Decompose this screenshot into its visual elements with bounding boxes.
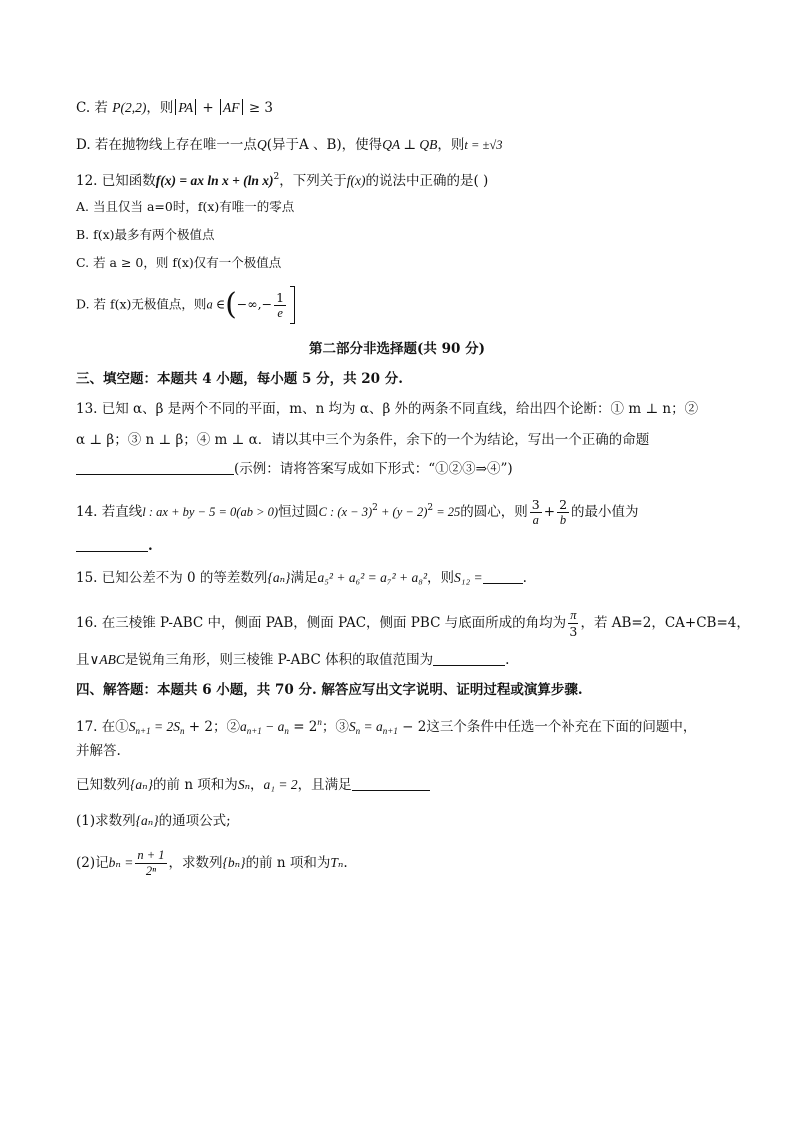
sequence-bn: {bₙ} (222, 855, 246, 870)
q15 (76, 569, 527, 587)
circle-eq-part2: + (y − 2) (377, 505, 428, 519)
subscript: n (179, 726, 185, 736)
a-in: a ∈ (206, 297, 226, 312)
frac-num: 1 (276, 289, 285, 305)
t-value: t = ±√3 (464, 138, 503, 152)
cond2-part3: = 2 (288, 719, 318, 735)
q16-text-2: ，若 AB=2，CA+CB=4， (580, 615, 750, 631)
q15-text: 15. 已知公差不为 0 的等差数列 (76, 570, 268, 586)
cond3-part2: = a (360, 719, 383, 734)
circle-eq-part3: = 25 (433, 505, 461, 519)
q13-line2: α ⊥ β；③ n ⊥ β；④ m ⊥ α．请以其中三个为条件，余下的一个为结论，写出一个正确的命题 (76, 432, 650, 448)
q17-line2: 并解答. (76, 743, 121, 759)
interval-left: −∞,− (236, 296, 273, 312)
point-p: P (112, 100, 121, 115)
geq-three: ≥ 3 (244, 100, 274, 116)
plus-sign: + (543, 504, 556, 520)
abs-bar (242, 99, 243, 115)
q12-stem-text-3: 的说法中正确的是( ) (365, 173, 489, 189)
comma: ， (250, 777, 264, 793)
q17-line3 (76, 776, 430, 794)
q17-text-5: ，且满足 (297, 777, 352, 793)
plus-sign: + (198, 100, 219, 116)
q14-line1 (76, 491, 639, 529)
q11-option-d (76, 136, 503, 154)
section3-title: 三、填空题：本题共 4 小题，每小题 5 分，共 20 分. (76, 371, 403, 387)
cond2-a: a (239, 719, 247, 734)
frac-num: π (570, 608, 577, 622)
end-period: . (343, 855, 348, 871)
right-bracket (290, 286, 295, 324)
q14-text-4: 的最小值为 (571, 504, 639, 520)
fraction-pi-over-3 (568, 608, 578, 639)
subscript: n (284, 726, 289, 736)
frac-den: 2ⁿ (145, 864, 157, 878)
part2-text: (2)记 (76, 855, 109, 871)
frac-den: b (559, 513, 567, 527)
answer-blank[interactable] (483, 583, 523, 584)
q14-text-3: 的圆心，则 (460, 504, 528, 520)
perp-condition: QA ⊥ QB (382, 137, 438, 152)
cond2-part2: − a (261, 719, 285, 734)
fraction-2-over-b (557, 497, 569, 528)
subscript: n+1 (382, 726, 398, 736)
sequence-equation: a₅² + a₆² = a₇² + a₈² (317, 570, 428, 585)
exponent: 2 (372, 503, 378, 513)
end-period: . (148, 538, 153, 554)
exponent: 2 (273, 172, 280, 182)
end-period: . (522, 570, 527, 586)
q16-text-3: 且 (76, 652, 90, 668)
sum-sn: Sₙ (237, 777, 251, 792)
subscript: n+1 (246, 726, 262, 736)
q12-option-c: C. 若 a ≥ 0，则 f(x)仅有一个极值点 (76, 255, 282, 270)
option-d-text: D. 若在抛物线上存在唯一一点 (76, 137, 257, 153)
sequence-an: {aₙ} (267, 570, 291, 585)
sequence-an: {aₙ} (130, 777, 154, 792)
abs-bar (220, 99, 221, 115)
frac-num: 2 (559, 497, 568, 512)
part1-text: (1)求数列 (76, 813, 136, 829)
s12: S₁₂ = (454, 570, 483, 585)
q17-text-4: 的前 n 项和为 (153, 777, 238, 793)
q12-stem-text-2: ，下列关于 (279, 173, 347, 189)
q14-text-2: 恒过圆 (278, 504, 319, 520)
sum-tn: Tₙ (330, 855, 344, 870)
cond1-part3: + 2 (184, 719, 213, 735)
abs-bar (195, 99, 196, 115)
subscript: n+1 (135, 726, 151, 736)
q16-line2 (76, 651, 509, 669)
section4-title: 四、解答题：本题共 6 小题，共 70 分. 解答应写出文字说明、证明过程或演算步骤. (76, 682, 583, 698)
a1-value: a₁ = 2 (263, 777, 298, 792)
q16-line1 (76, 606, 750, 640)
cond1-s: S (128, 719, 136, 734)
q15-text-2: 满足 (290, 570, 318, 586)
sequence-an: {aₙ} (135, 813, 159, 828)
q12-stem-text: 12. 已知函数 (76, 173, 156, 189)
q14-line2 (76, 537, 153, 555)
q17-text-3: 已知数列 (76, 777, 130, 793)
fraction-one-over-e (274, 290, 286, 321)
frac-num: n + 1 (137, 848, 165, 862)
q16-text: 16. 在三棱锥 P-ABC 中，侧面 PAB，侧面 PAC，侧面 PBC 与底面所成的角均为 (76, 615, 567, 631)
fraction-3-over-a (530, 497, 542, 528)
q17-part1 (76, 812, 231, 830)
abs-bar (175, 99, 176, 115)
answer-blank[interactable] (76, 474, 234, 475)
triangle-abc: ∨ABC (89, 652, 125, 667)
superscript: n (317, 717, 322, 727)
frac-den: e (277, 305, 283, 320)
q13-example: (示例：请将答案写成如下形式：“①②③⇒④”) (234, 461, 513, 477)
q17-text-2: 这三个条件中任选一个补充在下面的问题中， (426, 719, 697, 735)
end-period: . (505, 652, 510, 668)
circle-eq-part1: C : (x − 3) (318, 505, 373, 519)
frac-num: 3 (531, 497, 540, 512)
frac-den: 3 (569, 624, 578, 639)
exponent: 2 (427, 503, 434, 513)
cond3-s: S (348, 719, 356, 734)
segment-pa: PA (178, 100, 194, 115)
point-q: Q (256, 137, 267, 152)
line-equation: l : ax + by − 5 = 0(ab > 0) (142, 505, 279, 519)
separator: ；② (212, 719, 240, 735)
q12-option-a: A. 当且仅当 a=0时，f(x)有唯一的零点 (76, 199, 295, 214)
point-coord: (2,2) (120, 100, 147, 115)
q13-line1: 13. 已知 α、β 是两个不同的平面，m、n 均为 α、β 外的两条不同直线，给出四个论断：① m ⊥ n；② (76, 401, 699, 417)
segment-af: AF (223, 100, 240, 115)
answer-blank[interactable] (433, 665, 505, 666)
separator: ；③ (321, 719, 349, 735)
part2-text-3: 的前 n 项和为 (245, 855, 331, 871)
answer-blank[interactable] (352, 790, 430, 791)
frac-den: a (532, 513, 539, 527)
q12-option-b: B. f(x)最多有两个极值点 (76, 227, 215, 242)
subscript: n (355, 726, 361, 736)
cond1-part2: = 2S (150, 719, 180, 734)
q12-stem (76, 168, 488, 190)
function-formula: f(x) = ax ln x + (ln x) (155, 173, 274, 188)
part2-text-2: ，求数列 (168, 855, 223, 871)
option-c-label: C. 若 (76, 100, 108, 116)
q17-part2 (76, 846, 348, 880)
bn-def: bₙ = (108, 855, 134, 870)
option-d-text-3: ，则 (437, 137, 465, 153)
left-paren: ( (225, 287, 237, 322)
q17-text: 17. 在① (76, 719, 129, 735)
q14-text: 14. 若直线 (76, 504, 143, 520)
q17-line1 (76, 713, 696, 740)
q11-option-c (76, 99, 273, 117)
q16-text-4: 是锐角三角形，则三棱锥 P-ABC 体积的取值范围为 (124, 652, 434, 668)
text-then: ，则 (146, 100, 174, 116)
cond3-part3: − 2 (397, 719, 427, 735)
q15-text-3: ，则 (427, 570, 455, 586)
q13-line3 (76, 460, 513, 478)
function-ref: f(x) (346, 173, 366, 188)
q12-option-d (76, 286, 295, 324)
option-d-text: D. 若 f(x)无极值点，则 (76, 296, 207, 312)
fraction-bn (135, 848, 166, 879)
option-d-text-2: (异于A 、B)，使得 (266, 137, 383, 153)
part2-title: 第二部分非选择题(共 90 分) (309, 341, 485, 357)
part1-text-2: 的通项公式; (158, 813, 231, 829)
answer-blank[interactable] (76, 551, 148, 552)
